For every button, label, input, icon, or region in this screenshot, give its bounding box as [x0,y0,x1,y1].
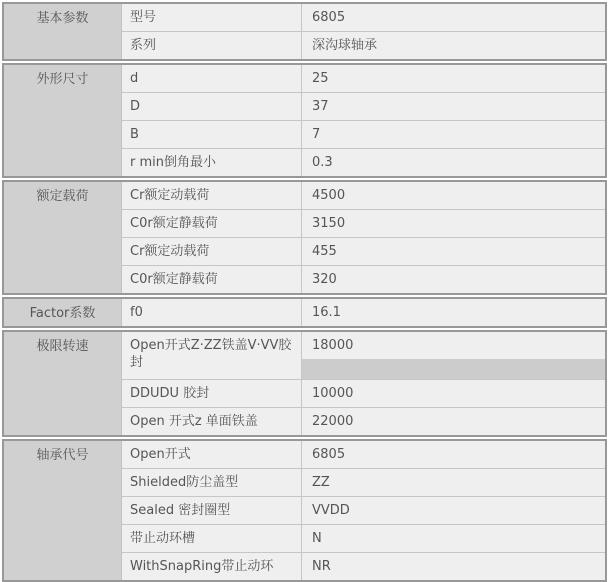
param-label: Sealed 密封圈型 [122,497,302,524]
table-row [122,238,605,266]
table-row [122,182,605,210]
table-row [122,266,605,293]
empty-gray-band [302,359,605,379]
param-label: Cr额定动载荷 [122,182,302,209]
table-row [122,525,605,553]
table-row [122,469,605,497]
param-value-text: 18000 [312,338,354,353]
param-label: WithSnapRing带止动环 [122,553,302,580]
param-label: Shielded防尘盖型 [122,469,302,496]
param-value: 深沟球轴承 [302,32,605,59]
param-value: VVDD [302,497,605,524]
category-cell: 轴承代号 [4,441,122,580]
param-label: 系列 [122,32,302,59]
param-label: C0r额定静载荷 [122,266,302,293]
param-value: 6805 [302,441,605,468]
table-row [122,65,605,93]
section-dimensions [2,63,607,178]
section-factor [2,297,607,328]
table-row [122,408,605,435]
table-row [122,332,605,380]
table-row [122,93,605,121]
param-value: 22000 [302,408,605,435]
category-cell: 额定载荷 [4,182,122,293]
param-value: NR [302,553,605,580]
category-cell: 基本参数 [4,4,122,59]
table-row [122,497,605,525]
section-rows [122,332,605,435]
param-value: 6805 [302,4,605,31]
table-row [122,32,605,59]
section-rows [122,65,605,176]
param-label: Open 开式z 单面铁盖 [122,408,302,435]
section-limit-speed [2,330,607,437]
param-value: 16.1 [302,299,605,326]
param-label: Open开式Z·ZZ铁盖V·VV胶封 [122,332,302,379]
param-label: C0r额定静载荷 [122,210,302,237]
param-label: D [122,93,302,120]
table-row [122,4,605,32]
param-value: 7 [302,121,605,148]
param-value: N [302,525,605,552]
param-value: 25 [302,65,605,92]
category-cell: 极限转速 [4,332,122,435]
param-label: 型号 [122,4,302,31]
table-row [122,299,605,326]
section-rated-load [2,180,607,295]
section-rows [122,182,605,293]
section-rows [122,441,605,580]
table-row [122,380,605,408]
param-label: 带止动环槽 [122,525,302,552]
section-rows [122,4,605,59]
param-value: 455 [302,238,605,265]
param-label: Cr额定动载荷 [122,238,302,265]
section-basic-params [2,2,607,61]
param-label: d [122,65,302,92]
param-label: Open开式 [122,441,302,468]
param-label: B [122,121,302,148]
param-label: r min倒角最小 [122,149,302,176]
table-row [122,210,605,238]
param-label: f0 [122,299,302,326]
section-bearing-codes [2,439,607,582]
param-value: 320 [302,266,605,293]
param-label: DDUDU 胶封 [122,380,302,407]
param-value [302,332,605,379]
param-value: 3150 [302,210,605,237]
table-row [122,553,605,580]
param-value: 4500 [302,182,605,209]
param-value: 0.3 [302,149,605,176]
table-row [122,149,605,176]
table-row [122,441,605,469]
category-cell: 外形尺寸 [4,65,122,176]
section-rows [122,299,605,326]
param-value: ZZ [302,469,605,496]
param-value: 10000 [302,380,605,407]
category-cell: Factor系数 [4,299,122,326]
param-value: 37 [302,93,605,120]
table-row [122,121,605,149]
